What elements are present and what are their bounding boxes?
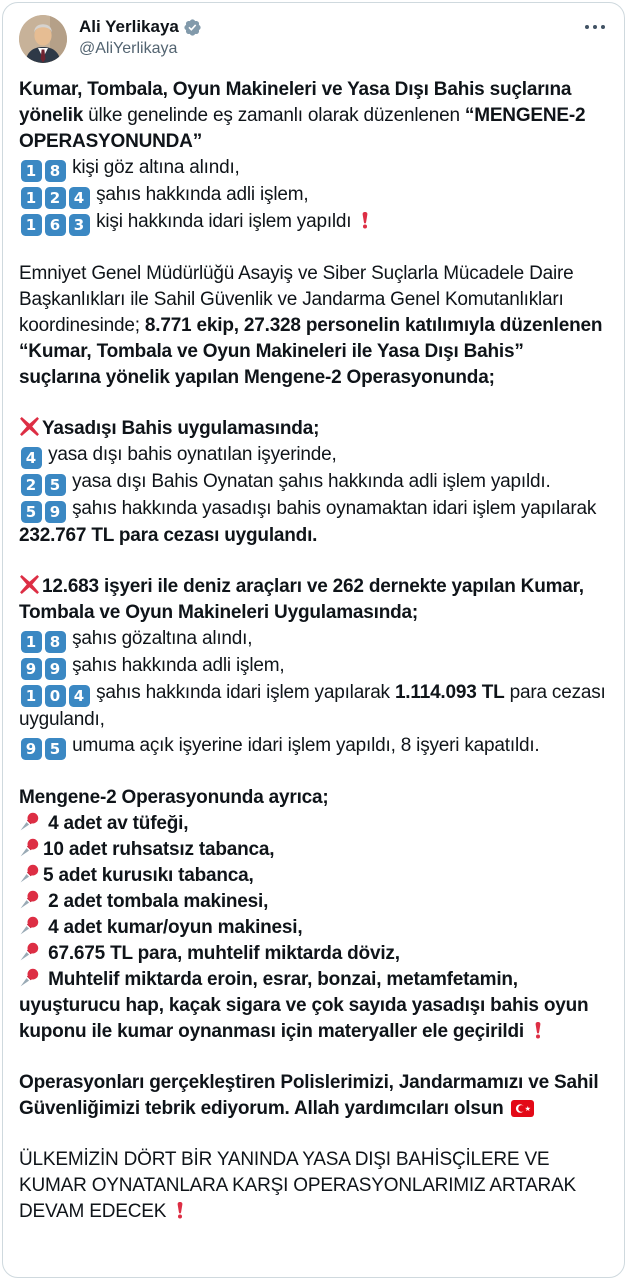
keycap-number — [19, 444, 43, 465]
pushpin-icon — [19, 889, 43, 910]
keycap-number — [19, 471, 67, 492]
keycap-digit-icon: 5 — [45, 474, 66, 496]
keycap-digit-icon: 4 — [69, 187, 90, 209]
avatar[interactable] — [19, 15, 67, 63]
svg-text:★: ★ — [524, 1105, 531, 1113]
keycap-digit-icon: 3 — [69, 214, 90, 236]
keycap-digit-icon: 9 — [45, 658, 66, 680]
bold-text-run: Operasyonları gerçekleştiren Polislerimizi, Jandarmamızı ve Sahil Güvenliğimizi tebrik ediyorum. Allah yardımcıları olsun — [19, 1072, 599, 1119]
text-run: Emniyet Genel Müdürlüğü Asayiş ve Siber Suçlarla Mücadele Daire Başkanlıkları ile Sahil Güvenlik ve Jandarma Genel Komutanlıkları koordinesinde; — [19, 263, 574, 336]
text-run: kişi göz altına alındı, — [67, 157, 240, 178]
keycap-digit-icon: 5 — [21, 501, 42, 523]
bold-text-run: 5 adet kurusıkı tabanca, — [43, 865, 254, 886]
keycap-number — [19, 628, 67, 649]
tweet-paragraph — [19, 1070, 608, 1122]
bold-text-run: 1.114.093 TL — [394, 682, 505, 703]
verified-badge-icon — [183, 18, 202, 37]
bold-text-run: 67.675 TL para, muhtelif miktarda döviz, — [43, 943, 400, 964]
bold-text-run: 4 adet kumar/oyun makinesi, — [43, 917, 303, 938]
text-run: şahıs hakkında adli işlem, — [67, 655, 285, 676]
keycap-digit-icon: 2 — [21, 474, 42, 496]
bold-text-run: 2 adet tombala makinesi, — [43, 891, 269, 912]
keycap-number — [19, 157, 67, 178]
tweet-card — [2, 2, 625, 1278]
user-handle[interactable]: @AliYerlikaya — [79, 40, 178, 57]
tweet-paragraph — [19, 77, 608, 236]
bold-text-run: 232.767 TL para cezası uygulandı. — [19, 525, 318, 546]
keycap-digit-icon: 2 — [45, 187, 66, 209]
text-run: ülke genelinde eş zamanlı olarak düzenlenen — [83, 105, 465, 126]
keycap-number — [19, 211, 91, 232]
keycap-digit-icon: 5 — [45, 738, 66, 760]
text-run: yasa dışı Bahis Oynatan şahıs hakkında adli işlem yapıldı. — [67, 471, 551, 492]
tweet-paragraph — [19, 416, 608, 549]
text-run: para cezası uygulandı, — [19, 682, 606, 730]
keycap-digit-icon: 9 — [45, 501, 66, 523]
bold-text-run: Muhtelif miktarda eroin, esrar, bonzai, metamfetamin, uyuşturucu hap, kaçak sigara ve çok sayıda yasadışı bahis oyun kuponu ile kumar oynanması için materyaller ele geçirildi — [19, 969, 589, 1042]
more-icon — [584, 19, 606, 36]
pushpin-icon — [19, 915, 43, 936]
keycap-digit-icon: 1 — [21, 187, 42, 209]
keycap-digit-icon: 1 — [21, 631, 42, 653]
keycap-digit-icon: 1 — [21, 685, 42, 707]
bold-text-run: Kumar, Tombala, Oyun Makineleri ve Yasa Dışı Bahis suçlarına yönelik — [19, 79, 572, 126]
keycap-digit-icon: 0 — [45, 685, 66, 707]
exclamation-icon — [356, 210, 372, 230]
keycap-digit-icon: 1 — [21, 214, 42, 236]
pushpin-icon — [19, 837, 43, 858]
text-run: kişi hakkında idari işlem yapıldı — [91, 211, 357, 232]
more-button[interactable] — [582, 15, 608, 41]
bold-text-run: 12.683 işyeri ile deniz araçları ve 262 dernekte yapılan Kumar, Tombala ve Oyun Makineleri Uygulamasında; — [19, 576, 584, 623]
tweet-paragraph — [19, 261, 608, 391]
pushpin-icon — [19, 863, 43, 884]
display-name[interactable]: Ali Yerlikaya — [79, 17, 179, 36]
pushpin-icon — [19, 811, 43, 832]
text-run: şahıs hakkında adli işlem, — [91, 184, 309, 205]
text-run: şahıs hakkında idari işlem yapılarak — [91, 682, 395, 703]
text-run: yasa dışı bahis oynatılan işyerinde, — [43, 444, 337, 465]
text-run: şahıs gözaltına alındı, — [67, 628, 253, 649]
keycap-digit-icon: 8 — [45, 631, 66, 653]
exclamation-icon — [171, 1200, 187, 1220]
text-run: ÜLKEMİZİN DÖRT BİR YANINDA YASA DIŞI BAHİSÇİLERE VE KUMAR OYNATANLARA KARŞI OPERASYONLARIMIZ ARTARAK DEVAM EDECEK — [19, 1149, 577, 1222]
keycap-number — [19, 498, 67, 519]
tweet-header — [19, 15, 608, 63]
exclamation-icon — [529, 1020, 545, 1040]
bold-text-run: Yasadışı Bahis uygulamasında; — [42, 418, 320, 439]
cross-mark-icon — [19, 574, 42, 595]
keycap-number — [19, 655, 67, 676]
avatar-portrait — [19, 15, 67, 63]
tweet-paragraph — [19, 1147, 608, 1225]
bold-text-run: Mengene-2 Operasyonunda ayrıca; — [19, 787, 329, 808]
keycap-digit-icon: 4 — [69, 685, 90, 707]
bold-text-run: 10 adet ruhsatsız tabanca, — [43, 839, 275, 860]
tweet-paragraph — [19, 785, 608, 1045]
bold-text-run: 8.771 ekip, 27.328 personelin katılımıyla düzenlenen “Kumar, Tombala ve Oyun Makineleri ile Yasa Dışı Bahis” suçlarına yönelik yapılan Mengene-2 Operasyonunda; — [19, 315, 603, 388]
keycap-number — [19, 735, 67, 756]
keycap-digit-icon: 9 — [21, 738, 42, 760]
keycap-digit-icon: 6 — [45, 214, 66, 236]
pushpin-icon — [19, 967, 43, 988]
flag-tr-icon — [509, 1100, 534, 1117]
text-run: şahıs hakkında yasadışı bahis oynamaktan idari işlem yapılarak — [67, 498, 597, 519]
tweet-paragraph — [19, 574, 608, 760]
tweet-body — [19, 77, 608, 1225]
keycap-digit-icon: 9 — [21, 658, 42, 680]
keycap-number — [19, 682, 91, 703]
keycap-digit-icon: 1 — [21, 160, 42, 182]
keycap-digit-icon: 8 — [45, 160, 66, 182]
cross-mark-icon — [19, 416, 42, 437]
pushpin-icon — [19, 941, 43, 962]
keycap-digit-icon: 4 — [21, 447, 42, 469]
keycap-number — [19, 184, 91, 205]
text-run: umuma açık işyerine idari işlem yapıldı, 8 işyeri kapatıldı. — [67, 735, 540, 756]
bold-text-run: “MENGENE-2 OPERASYONUNDA” — [19, 105, 586, 152]
bold-text-run: 4 adet av tüfeği, — [43, 813, 189, 834]
user-identity — [79, 15, 582, 59]
